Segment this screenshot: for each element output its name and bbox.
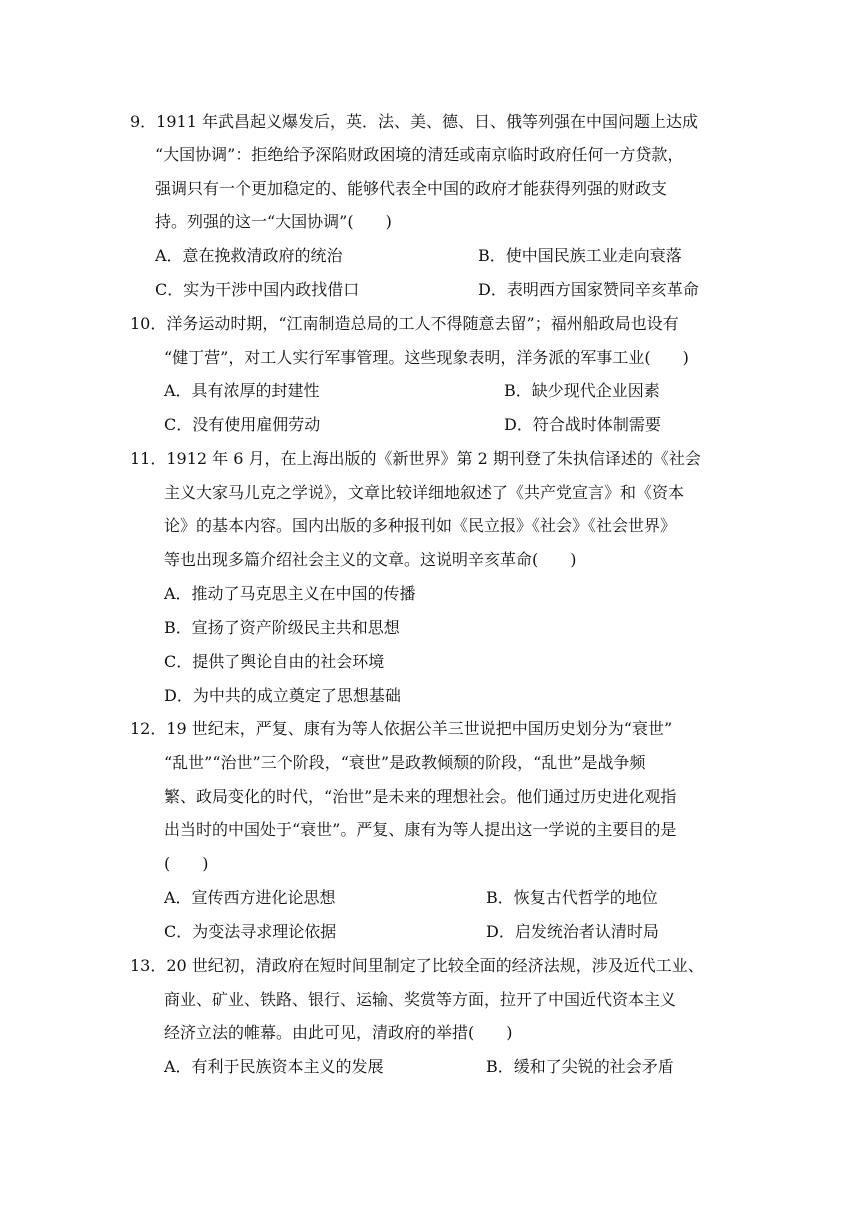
question-13-option-a: A．有利于民族资本主义的发展 [164,1057,384,1076]
question-10-option-c: C．没有使用雇佣劳动 [164,415,321,434]
question-9-stem-line-3: 强调只有一个更加稳定的、能够代表全中国的政府才能获得列强的财政支 [155,179,668,198]
question-12-stem-line-4: 出当时的中国处于“衰世”。严复、康有为等人提出这一学说的主要目的是 [164,820,677,839]
question-12-option-c: C．为变法寻求理论依据 [164,922,337,941]
question-13-option-b: B．缓和了尖锐的社会矛盾 [486,1057,674,1076]
question-10-stem-line-2: “健丁营”，对工人实行军事管理。这些现象表明，洋务派的军事工业( ) [164,348,689,367]
question-13-stem-line-2: 商业、矿业、铁路、银行、运输、奖赏等方面，拉开了中国近代资本主义 [164,990,677,1009]
question-12-option-d: D．启发统治者认清时局 [486,922,659,941]
question-11-option-c: C．提供了舆论自由的社会环境 [164,652,385,671]
question-10-option-a: A．具有浓厚的封建性 [164,381,320,400]
question-12-stem-line-2: “乱世”“治世”三个阶段，“衰世”是政教倾颓的阶段，“乱世”是战争频 [164,753,646,772]
question-10-option-d: D．符合战时体制需要 [504,415,661,434]
question-11-stem-line-1: 11．1912 年 6 月，在上海出版的《新世界》第 2 期刊登了朱执信译述的《社会 [130,449,701,468]
question-9-option-a: A．意在挽救清政府的统治 [155,246,343,265]
question-11-option-b: B．宣扬了资产阶级民主共和思想 [164,618,400,637]
question-12-option-a: A．宣传西方进化论思想 [164,888,336,907]
question-12-stem-line-1: 12．19 世纪末，严复、康有为等人依据公羊三世说把中国历史划分为“衰世” [130,719,673,738]
question-9-stem-line-1: 9．1911 年武昌起义爆发后，英．法、美、德、日、俄等列强在中国问题上达成 [130,112,698,131]
question-10-stem-line-1: 10．洋务运动时期，“江南制造总局的工人不得随意去留”；福州船政局也设有 [130,314,679,333]
question-11-option-d: D．为中共的成立奠定了思想基础 [164,686,401,705]
question-9-option-b: B．使中国民族工业走向衰落 [478,246,682,265]
question-9-option-d: D．表明西方国家赞同辛亥革命 [478,280,699,299]
question-10-option-b: B．缺少现代企业因素 [504,381,660,400]
question-13-stem-line-3: 经济立法的帷幕。由此可见，清政府的举措( ) [164,1023,513,1042]
question-9-stem-line-4: 持。列强的这一“大国协调”( ) [155,212,392,231]
question-9-stem-line-2: “大国协调”：拒绝给予深陷财政困境的清廷或南京临时政府任何一方贷款， [155,145,684,164]
question-11-stem-line-4: 等也出现多篇介绍社会主义的文章。这说明辛亥革命( ) [164,550,577,569]
question-12-stem-line-5: ( ) [164,854,209,873]
question-11-stem-line-2: 主义大家马儿克之学说》，文章比较详细地叙述了《共产党宣言》和《资本 [164,483,685,502]
question-12-option-b: B．恢复古代哲学的地位 [486,888,658,907]
question-11-option-a: A．推动了马克思主义在中国的传播 [164,584,416,603]
question-13-stem-line-1: 13．20 世纪初，清政府在短时间里制定了比较全面的经济法规，涉及近代工业、 [130,956,704,975]
question-12-stem-line-3: 繁、政局变化的时代，“治世”是未来的理想社会。他们通过历史进化观指 [164,787,677,806]
question-9-option-c: C．实为干涉中国内政找借口 [155,280,360,299]
question-11-stem-line-3: 论》的基本内容。国内出版的多种报刊如《民立报》《社会》《社会世界》 [164,516,677,535]
